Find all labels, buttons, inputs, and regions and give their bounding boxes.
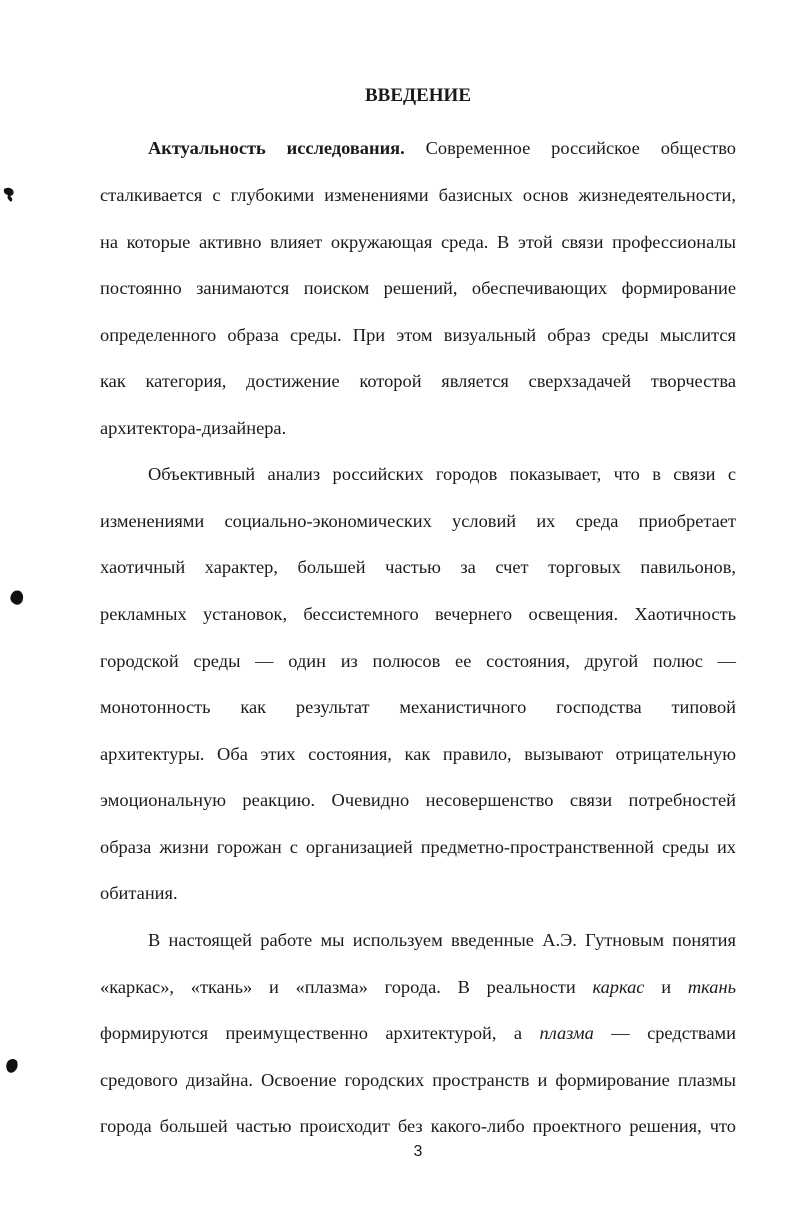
italic-term: плазма (539, 1023, 594, 1043)
text-line: средового дизайна. Освоение городских пространств и формирование плазмы (100, 1070, 736, 1090)
text-line: сталкивается с глубокими изменениями базисных основ жизнедеятельности, (100, 185, 736, 205)
text-line: обитания. (100, 883, 178, 903)
text-line: архитектора-дизайнера. (100, 418, 287, 438)
text-line: изменениями социально-экономических условий их среда приобретает (100, 511, 736, 531)
scan-blot-icon (4, 1056, 20, 1076)
text-line: городской среды — один из полюсов ее состояния, другой полюс — (100, 651, 736, 671)
page-title: ВВЕДЕНИЕ (365, 85, 471, 106)
text-line: образа жизни горожан с организацией предметно-пространственной среды их (100, 837, 736, 857)
text-line: «каркас», «ткань» и «плазма» города. В реальности каркас и ткань (100, 977, 736, 997)
text-line: определенного образа среды. При этом визуальный образ среды мыслится (100, 325, 736, 345)
text-line: Объективный анализ российских городов показывает, что в связи с (148, 464, 736, 484)
text-line: рекламных установок, бессистемного вечернего освещения. Хаотичность (100, 604, 736, 624)
lead-phrase: Актуальность исследования. (148, 138, 405, 158)
scan-blot-icon (2, 186, 16, 204)
text-line: эмоциональную реакцию. Очевидно несовершенство связи потребностей (100, 790, 736, 810)
text-line: архитектуры. Оба этих состояния, как правило, вызывают отрицательную (100, 744, 736, 764)
text-line: на которые активно влияет окружающая среда. В этой связи профессионалы (100, 232, 736, 252)
italic-term: ткань (687, 977, 736, 997)
text-line: В настоящей работе мы используем введенные А.Э. Гутновым понятия (148, 930, 736, 950)
text-line: формируются преимущественно архитектурой, а плазма — средствами (100, 1023, 736, 1043)
text-line: города большей частью происходит без какого-либо проектного решения, что (100, 1116, 736, 1136)
text-line: Актуальность исследования. Современное российское общество (148, 138, 736, 158)
italic-term: каркас (592, 977, 645, 997)
text-line: как категория, достижение которой является сверхзадачей творчества (100, 371, 736, 391)
text-line: хаотичный характер, большей частью за счет торговых павильонов, (100, 557, 736, 577)
text-line: монотонность как результат механистичного господства типовой (100, 697, 736, 717)
text-line: постоянно занимаются поиском решений, обеспечивающих формирование (100, 278, 736, 298)
page-number: 3 (413, 1143, 423, 1160)
scan-blot-icon (8, 588, 26, 608)
